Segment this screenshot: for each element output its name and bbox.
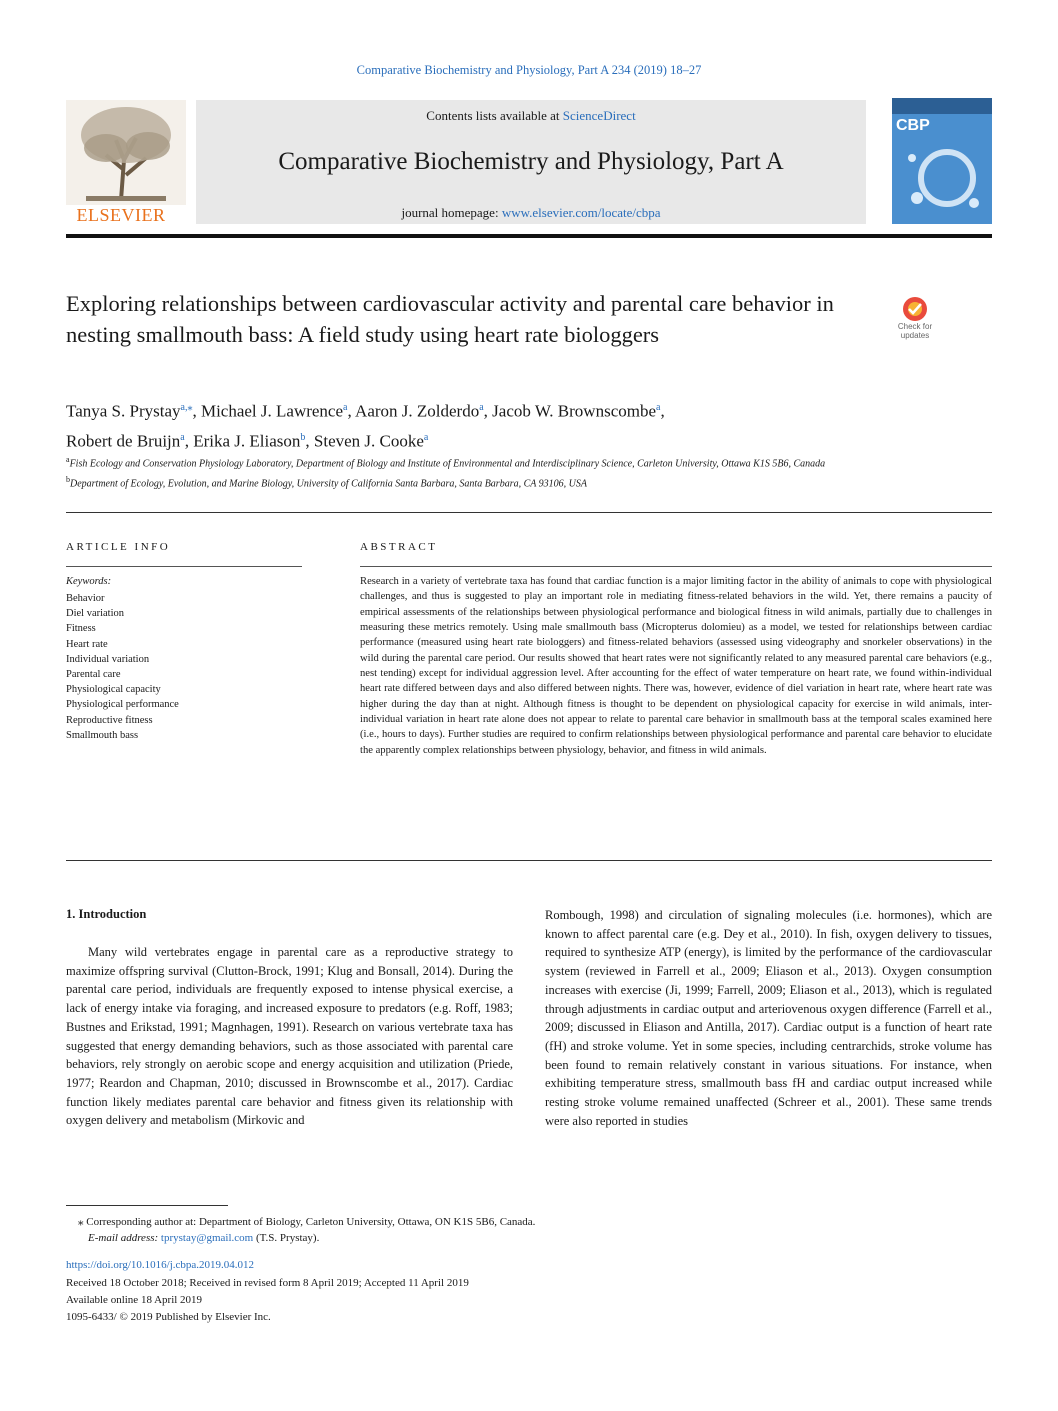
email-label: E-mail address: [88,1232,161,1244]
abstract-heading: ABSTRACT [360,541,438,553]
author-name[interactable]: Jacob W. Brownscombe [492,401,657,421]
affiliation-item [66,452,886,472]
online-date: Available online 18 April 2019 [66,1294,203,1306]
author-separator: , [184,431,194,451]
keyword-item: Parental care [66,669,121,681]
affiliation-item [66,472,886,492]
author-name[interactable]: Erika J. Eliason [193,431,301,451]
abstract-bottom-divider [66,860,992,861]
keywords-label: Keywords: [66,576,112,587]
article-title: Exploring relationships between cardiovascular activity and parental care behavior in nesting smallmouth bass: A field study using heart rate biologgers [66,291,834,347]
elsevier-wordmark: ELSEVIER [76,205,166,225]
author-name[interactable]: Michael J. Lawrence [200,401,344,421]
affiliation-mark: a [66,455,70,464]
author-affiliation-mark[interactable]: a [180,431,185,443]
affiliation-mark: b [66,474,70,484]
author-affiliation-mark[interactable]: a,⁎ [180,402,193,413]
affiliation-text: Fish Ecology and Conservation Physiology Laboratory, Department of Biology and Institute of Environmental and Interdisciplinary Science, Carleton University, Ottawa K1S 5B6, Canada [69,458,826,470]
abstract-text: Research in a variety of vertebrate taxa has found that cardiac function is a major limiting factor in the ability of animals to cope with physiological challenges, and thus is suggested to play an important role in mediating fitness-related behaviors in the wild. Yet, there remains a paucity of empirical assessments of the relationships between physiological performance and biological fitness in wild animals, partially due to challenges in measuring these metrics remotely. Using male smallmouth bass (Micropterus dolomieu) as a model, we tested for relationships between cardiac performance (measured using heart rate biologgers) and fitness-related behaviors (assessed using videography and snorkeler observations) in the wild during the parental care period. Our results showed that heart rates were not significantly related to any measured parental care behaviors (e.g., nest tending) except for individual aggression level. After accounting for the effect of water temperature on heart rate, we found within-individual heart rate differed between days and also differed between nights. There was, however, evidence of diel variation in heart rate, where heart rate was higher during the day than at night. Although fitness is thought to be dependent on physiological capacity for exercise in wild animals, inter-individual variation in heart rate alone does not appear to relate to parental care behavior in smallmouth bass at the temporal scales examined here (i.e., hours to days). Further studies are required to confirm relationships between physiological performance and parental care behavior to elucidate the apparently complex relationships between physiology, behavior, and fitness in wild animals. [360,576,992,756]
keyword-item: Smallmouth bass [66,729,139,741]
author-affiliation-mark[interactable]: a [423,431,429,443]
keyword-item: Behavior [66,593,105,604]
journal-name: Comparative Biochemistry and Physiology, Part A [278,148,784,175]
email-link[interactable]: tprystay@gmail.com [160,1232,254,1244]
keyword-item: Physiological capacity [66,684,161,696]
contents-prefix: Contents lists available at [426,108,563,123]
received-dates: Received 18 October 2018; Received in revised form 8 April 2019; Accepted 11 April 2019 [66,1277,469,1289]
article-info-heading: ARTICLE INFO [66,541,171,553]
author-affiliation-mark[interactable]: b [300,431,306,443]
keyword-item: Reproductive fitness [66,714,153,726]
contents-line [196,108,866,124]
introduction-heading: 1. Introduction [66,907,147,921]
author-separator: , [347,401,356,421]
keyword-item: Fitness [66,623,96,635]
abstract-rule [360,566,992,567]
author-separator: , [192,401,201,421]
issn-copyright: 1095-6433/ © 2019 Published by Elsevier Inc. [66,1311,271,1323]
homepage-line [196,205,866,221]
intro-left-column: Many wild vertebrates engage in parental care as a reproductive strategy to maximize offspring survival (Clutton-Brock, 1991; Klug and Bonsall, 2014). During the parental care period, individuals are frequently exposed to intense physical exercise, a lack of energy intake via foraging, and increased exposure to predators (e.g. Roff, 1983; Bustnes and Erikstad, 1991; Magnhagen, 1991). Research on various vertebrate taxa has suggested that energy demanding behaviors, such as those associated with parental care behaviors, rely strongly on aerobic scope and energy acquisition and utilization (Priede, 1977; Reardon and Chapman, 2010; discussed in Brownscombe et al., 2017). Cardiac function likely mediates parental care behavior and fitness given its relationship with oxygen delivery and metabolism (Mirkovic and [66,945,513,1128]
check-line-2: updates [900,331,930,340]
author-name[interactable]: Robert de Bruijn [66,431,181,451]
author-list [66,395,966,454]
masthead-divider [66,234,992,238]
keyword-list [66,591,179,743]
author-affiliation-mark[interactable]: a [656,402,661,413]
email-suffix: (T.S. Prystay). [253,1232,320,1244]
author-separator: , [483,401,493,421]
author-separator: , [660,401,665,421]
author-name[interactable]: Aaron J. Zolderdo [355,401,480,421]
keyword-item: Diel variation [66,608,125,620]
keyword-item: Heart rate [66,638,108,650]
keyword-item: Individual variation [66,653,150,665]
intro-right-column: Rombough, 1998) and circulation of signaling molecules (i.e. hormones), which are known to affect parental care (e.g. Dey et al., 2010). In fish, oxygen delivery to tissues, required to synthesize ATP (energy), is limited by the performance of the cardiovascular system (reviewed in Farrell et al., 2009; Eliason et al., 2013). Oxygen consumption increases with exercise (Ji, 1999; Farrell, 2009; Eliason et al., 2013), which is regulated through adjustments in cardiac output and arteriovenous oxygen difference (Farrell et al., 2009; discussed in Eliason and Antilla, 2017). Cardiac output is a function of heart rate (fH) and stroke volume. Yet in some species, including centrarchids, stroke volume has been found to remain relatively constant in various situations. For instance, when exhibiting temperature stress, smallmouth bass fH and cardiac output increased while resting stroke volume remained unaffected (Schreer et al., 2001). These same trends were also reported in studies [545,908,992,1128]
author-name[interactable]: Tanya S. Prystay [66,401,181,421]
sciencedirect-link[interactable]: ScienceDirect [562,108,636,123]
journal-cover-image [892,98,992,224]
affiliations [66,452,886,492]
doi-link[interactable]: https://doi.org/10.1016/j.cbpa.2019.04.012 [66,1259,255,1271]
affiliation-text: Department of Ecology, Evolution, and Marine Biology, University of California Santa Barbara, Santa Barbara, CA 93106, USA [70,478,588,490]
email-note [88,1232,319,1244]
keyword-item: Physiological performance [66,699,179,711]
header-divider [66,512,992,513]
footnote-rule [66,1205,228,1206]
corresponding-author-note: ⁎ Corresponding author at: Department of Biology, Carleton University, Ottawa, ON K1S 5B6, Canada. [78,1216,536,1228]
author-name[interactable]: Steven J. Cooke [313,431,424,451]
homepage-prefix: journal homepage: [401,205,502,220]
check-line-1: Check for [897,322,933,331]
author-affiliation-mark[interactable]: a [343,402,348,413]
homepage-link[interactable]: www.elsevier.com/locate/cbpa [501,205,661,220]
author-separator: , [305,431,314,451]
running-head[interactable]: Comparative Biochemistry and Physiology, Part A 234 (2019) 18–27 [356,63,702,77]
cover-abbrev: CBP [896,117,930,134]
article-info-rule [66,566,302,567]
author-affiliation-mark[interactable]: a [479,402,484,413]
check-for-updates-label[interactable] [886,322,944,340]
